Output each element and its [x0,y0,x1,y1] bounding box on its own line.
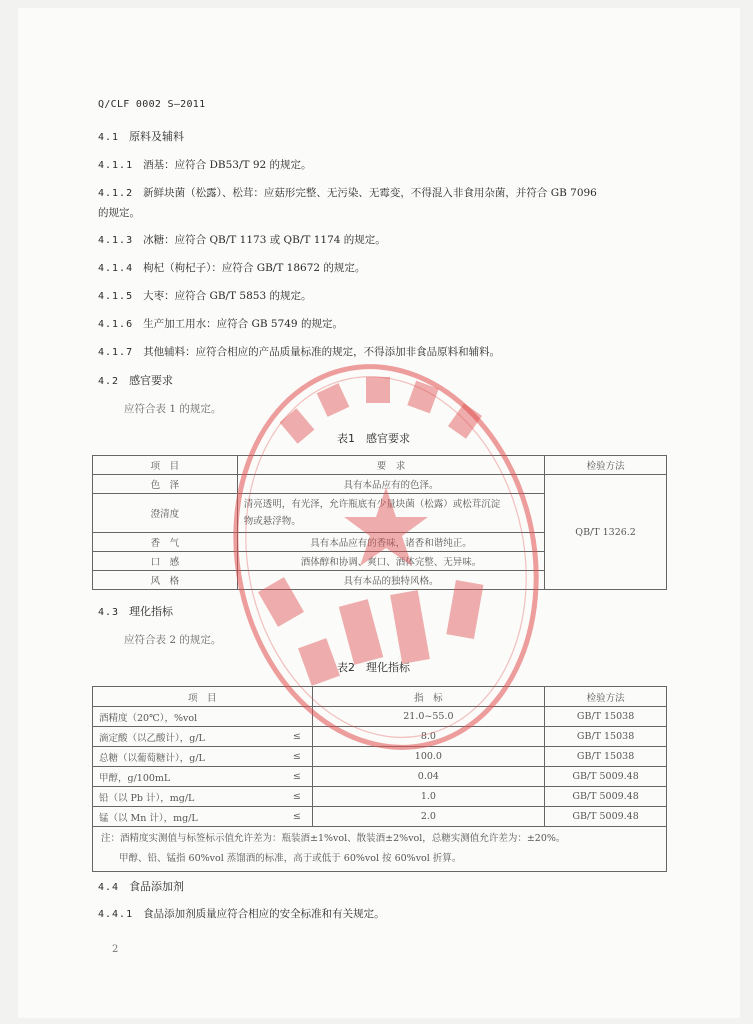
table-row [93,807,667,827]
table-header-cell: 要 求 [237,456,544,475]
table-note: 注：酒精度实测值与标签标示值允许差为：瓶装酒±1%vol、散装酒±2%vol，总糖实测值允许差为：±20%。 甲醇、铅、锰指 60%vol 蒸馏酒的标准，高于或低于 60%vol 按 60%vol 折算。 [93,827,667,872]
table1-caption: 表1 感官要求 [337,432,410,445]
clause-4-1-5: 4.1.5 大枣：应符合 GB/T 5853 的规定。 [98,290,312,302]
table-row [93,475,667,494]
table-header-cell: 项 目 [93,687,313,707]
requirement-cell: 酒体醇和协调、爽口、酒体完整、无异味。 [237,552,544,571]
clause-4-1-2-cont: 的规定。 [98,207,140,219]
value-cell: 1.0 [312,787,545,807]
section-4-1-heading: 4.1 原料及辅料 [98,130,185,143]
item-cell: 锰（以 Mn 计），mg/L [93,807,283,827]
item-cell: 酒精度（20℃），%vol [93,707,313,727]
value-cell: 2.0 [312,807,545,827]
method-cell: GB/T 15038 [545,747,667,767]
operator-cell: ≤ [282,727,312,747]
section-4-2-text: 应符合表 1 的规定。 [124,403,222,415]
clause-4-1-1: 4.1.1 酒基：应符合 DB53/T 92 的规定。 [98,159,312,171]
value-cell: 0.04 [312,767,545,787]
item-cell: 总糖（以葡萄糖计），g/L [93,747,283,767]
clause-4-1-7: 4.1.7 其他辅料：应符合相应的产品质量标准的规定，不得添加非食品原料和辅料。 [98,346,501,358]
item-cell: 风 格 [93,571,238,590]
clause-4-1-6: 4.1.6 生产加工用水：应符合 GB 5749 的规定。 [98,318,343,330]
item-cell: 铅（以 Pb 计），mg/L [93,787,283,807]
value-cell: 100.0 [312,747,545,767]
method-cell: GB/T 5009.48 [545,787,667,807]
sensory-table [92,455,667,590]
item-cell: 滴定酸（以乙酸计），g/L [93,727,283,747]
item-cell: 甲醇，g/100mL [93,767,283,787]
requirement-cell: 具有本品应有的色泽。 [237,475,544,494]
item-cell: 香 气 [93,533,238,552]
table-header-cell: 检验方法 [545,456,667,475]
item-cell: 口 感 [93,552,238,571]
table-header-row [93,456,667,475]
value-cell: 21.0~55.0 [312,707,545,727]
table2-caption: 表2 理化指标 [337,661,410,674]
section-4-3-text: 应符合表 2 的规定。 [124,634,222,646]
requirement-cell: 清亮透明，有光泽，允许瓶底有少量块菌（松露）或松茸沉淀 物或悬浮物。 [237,494,544,533]
item-cell: 澄清度 [93,494,238,533]
table-header-cell: 指 标 [312,687,545,707]
section-4-3-heading: 4.3 理化指标 [98,605,174,618]
item-cell: 色 泽 [93,475,238,494]
clause-4-4-1: 4.4.1 食品添加剂质量应符合相应的安全标准和有关规定。 [98,908,385,920]
operator-cell: ≤ [282,767,312,787]
table-row [93,727,667,747]
table-row [93,767,667,787]
doc-header: Q/CLF 0002 S—2011 [98,99,206,110]
operator-cell: ≤ [282,747,312,767]
clause-4-1-3: 4.1.3 冰糖：应符合 QB/T 1173 或 QB/T 1174 的规定。 [98,234,386,246]
table-row [93,747,667,767]
table-header-cell: 检验方法 [545,687,667,707]
page-number: 2 [112,944,119,955]
requirement-cell: 具有本品应有的香味，诸香和谐纯正。 [237,533,544,552]
method-cell: GB/T 5009.48 [545,767,667,787]
table-note-row [93,827,667,872]
clause-4-1-4: 4.1.4 枸杞（枸杞子）：应符合 GB/T 18672 的规定。 [98,262,366,274]
table-row [93,707,667,727]
method-cell: QB/T 1326.2 [545,475,667,590]
method-cell: GB/T 15038 [545,707,667,727]
physicochemical-table [92,686,667,872]
section-4-4-heading: 4.4 食品添加剂 [98,880,185,893]
section-4-2-heading: 4.2 感官要求 [98,374,174,387]
method-cell: GB/T 5009.48 [545,807,667,827]
value-cell: 8.0 [312,727,545,747]
operator-cell: ≤ [282,787,312,807]
method-cell: GB/T 15038 [545,727,667,747]
operator-cell: ≤ [282,807,312,827]
table-row [93,787,667,807]
clause-4-1-2: 4.1.2 新鲜块菌（松露）、松茸：应菇形完整、无污染、无霉变，不得混入非食用杂菌，并符合 GB 7096 [98,187,597,199]
requirement-cell: 具有本品的独特风格。 [237,571,544,590]
table-header-cell: 项 目 [93,456,238,475]
table-header-row [93,687,667,707]
